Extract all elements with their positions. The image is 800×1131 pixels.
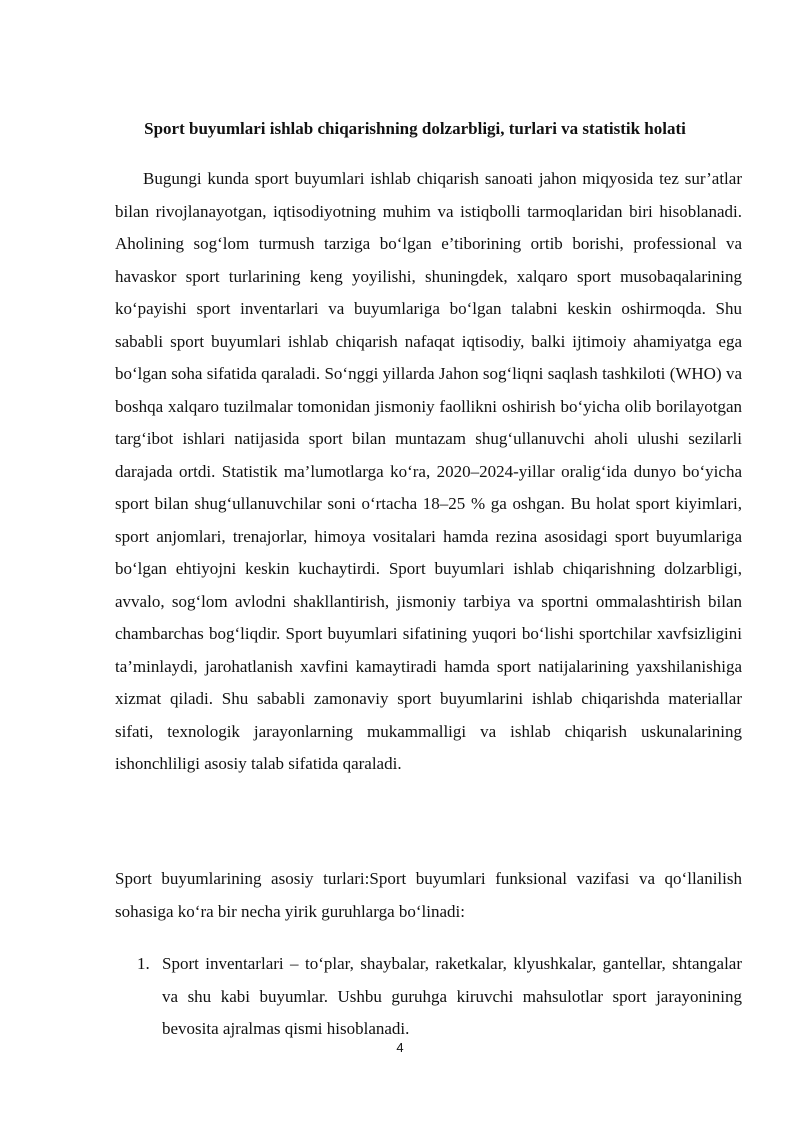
- document-title: Sport buyumlari ishlab chiqarishning dolzarbligi, turlari va statistik holati: [144, 119, 686, 138]
- list-item-number: 1.: [137, 954, 150, 973]
- list-item-text: Sport inventarlari – to‘plar, shaybalar, raketkalar, klyushkalar, gantellar, shtangalar va shu kabi buyumlar. Ushbu guruhga kiruvchi mahsulotlar sport jarayonining bevosita ajralmas qismi hisoblanadi.: [162, 954, 742, 1038]
- types-paragraph: Sport buyumlarining asosiy turlari:Sport buyumlari funksional vazifasi va qo‘llanilish sohasiga ko‘ra bir necha yirik guruhlarga bo‘linadi:: [115, 869, 742, 921]
- types-list: [115, 948, 742, 1046]
- list-item: [115, 948, 742, 1046]
- page-number: 4: [396, 1040, 404, 1055]
- intro-paragraph: Bugungi kunda sport buyumlari ishlab chiqarish sanoati jahon miqyosida tez sur’atlar bilan rivojlanayotgan, iqtisodiyotning muhim va istiqbolli tarmoqlaridan biri hisoblanadi. Aholining sog‘lom turmush tarziga bo‘lgan e’tiborining ortib borishi, professional va havaskor sport turlarining keng yoyilishi, shuningdek, xalqaro sport musobaqalarining ko‘payishi sport inventarlari va buyumlariga bo‘lgan talabni keskin oshirmoqda. Shu sababli sport buyumlari ishlab chiqarish nafaqat iqtisodiy, balki ijtimoiy ahamiyatga ega bo‘lgan soha sifatida qaraladi. So‘nggi yillarda Jahon sog‘liqni saqlash tashkiloti (WHO) va boshqa xalqaro tuzilmalar tomonidan jismoniy faollikni oshirish bo‘yicha olib borilayotgan targ‘ibot ishlari natijasida sport bilan muntazam shug‘ullanuvchi aholi ulushi sezilarli darajada ortdi. Statistik ma’lumotlarga ko‘ra, 2020–2024-yillar oralig‘ida dunyo bo‘yicha sport bilan shug‘ullanuvchilar soni o‘rtacha 18–25 % ga oshgan. Bu holat sport kiyimlari, sport anjomlari, trenajorlar, himoya vositalari hamda rezina asosidagi sport buyumlariga bo‘lgan ehtiyojni keskin kuchaytirdi. Sport buyumlari ishlab chiqarishning dolzarbligi, avvalo, sog‘lom avlodni shakllantirish, jismoniy tarbiya va sportni ommalashtirish bilan chambarchas bog‘liqdir. Sport buyumlari sifatining yuqori bo‘lishi sportchilar xavfsizligini ta’minlaydi, jarohatlanish xavfini kamaytiradi hamda sport natijalarining yaxshilanishiga xizmat qiladi. Shu sababli zamonaviy sport buyumlarini ishlab chiqarishda materiallar sifati, texnologik jarayonlarning mukammalligi va ishlab chiqarish uskunalarining ishonchliligi asosiy talab sifatida qaraladi.: [115, 169, 742, 773]
